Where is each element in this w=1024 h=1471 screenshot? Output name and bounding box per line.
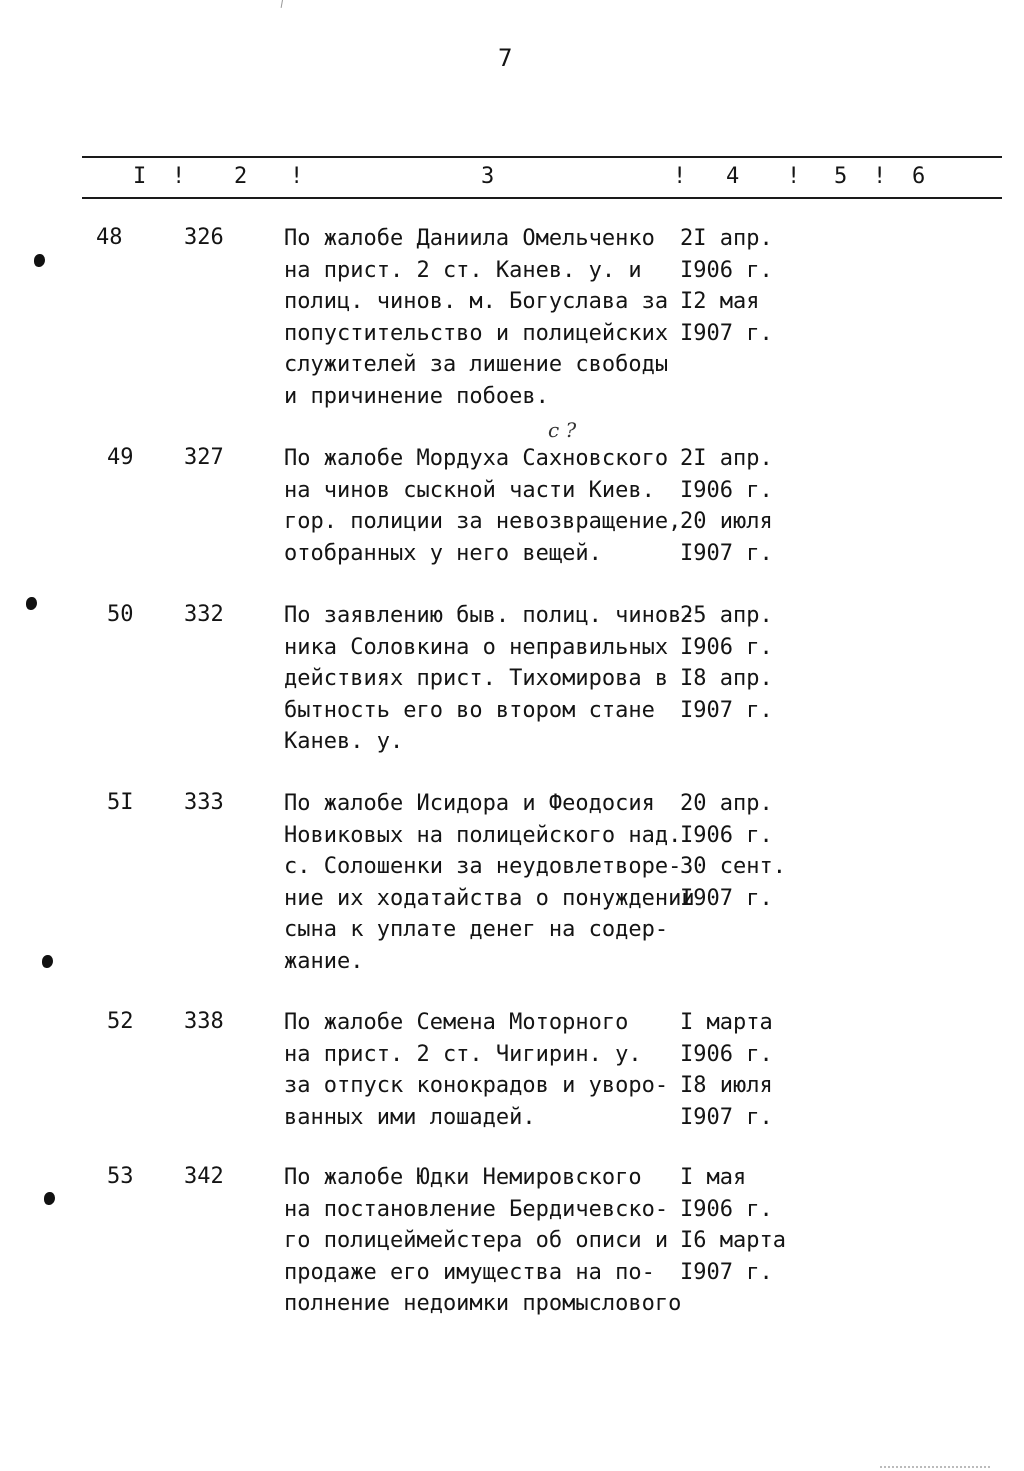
column-header-1: I: [133, 164, 147, 189]
case-description: По жалобе Исидора и Феодосия Новиковых на полицейского над. с. Солошенки за неудовлетворе- ние их ходатайства о понуждении сына к уплате денег на содер- жание.: [284, 791, 695, 974]
column-header-4: 4: [726, 164, 740, 189]
case-number: 332: [184, 602, 224, 627]
case-number: 342: [184, 1164, 224, 1189]
case-description: По жалобе Юдки Немировского на постановление Бердичевско- го полицеймейстера об описи и продаже его имущества на по- полнение недоимки промыслового: [284, 1165, 682, 1317]
column-header-2: 2: [234, 164, 248, 189]
scan-edge-dots: [880, 1466, 990, 1468]
column-separator: !: [873, 164, 887, 189]
row-number: 5I: [107, 790, 134, 815]
punch-hole-mark: [42, 955, 53, 968]
column-separator: !: [290, 164, 304, 189]
case-description: По жалобе Мордуха Сахновского на чинов сыскной части Киев. гор. полиции за невозвращение, отобранных у него вещей.: [284, 446, 682, 566]
case-description: По жалобе Семена Моторного на прист. 2 ст. Чигирин. у. за отпуск конокрадов и уворо- ванных ими лошадей.: [284, 1010, 669, 1130]
case-number: 327: [184, 445, 224, 470]
header-top-rule: [82, 156, 1002, 158]
punch-hole-mark: [26, 597, 37, 610]
column-header-5: 5: [834, 164, 848, 189]
handwritten-annotation: с ?: [548, 418, 577, 442]
case-dates: I марта I906 г. I8 июля I907 г.: [680, 1010, 773, 1130]
margin-tick-mark: [281, 0, 285, 8]
case-dates: I мая I906 г. I6 марта I907 г.: [680, 1165, 786, 1285]
column-separator: !: [787, 164, 801, 189]
row-number: 52: [107, 1009, 134, 1034]
case-number: 338: [184, 1009, 224, 1034]
page-number: 7: [498, 44, 513, 72]
case-dates: 25 апр. I906 г. I8 апр. I907 г.: [680, 603, 773, 723]
row-number: 49: [107, 445, 134, 470]
column-header-6: 6: [912, 164, 926, 189]
column-separator: !: [673, 164, 687, 189]
row-number: 48: [96, 225, 123, 250]
case-description: По жалобе Даниила Омельченко на прист. 2 ст. Канев. у. и полиц. чинов. м. Богуслава за попустительство и полицейских служителей за лишение свободы и причинение побоев.: [284, 226, 669, 409]
header-bottom-rule: [82, 197, 1002, 199]
case-dates: 2I апр. I906 г. 20 июля I907 г.: [680, 446, 773, 566]
column-header-3: 3: [481, 164, 495, 189]
case-number: 326: [184, 225, 224, 250]
case-description: По заявлению быв. полиц. чинов- ника Соловкина о неправильных действиях прист. Тихомирова в бытность его во втором стане Канев. у.: [284, 603, 695, 755]
case-dates: 2I апр. I906 г. I2 мая I907 г.: [680, 226, 773, 346]
punch-hole-mark: [34, 254, 45, 267]
column-separator: !: [172, 164, 186, 189]
case-dates: 20 апр. I906 г. 30 сент. I907 г.: [680, 791, 786, 911]
case-number: 333: [184, 790, 224, 815]
punch-hole-mark: [44, 1192, 55, 1205]
row-number: 50: [107, 602, 134, 627]
row-number: 53: [107, 1164, 134, 1189]
